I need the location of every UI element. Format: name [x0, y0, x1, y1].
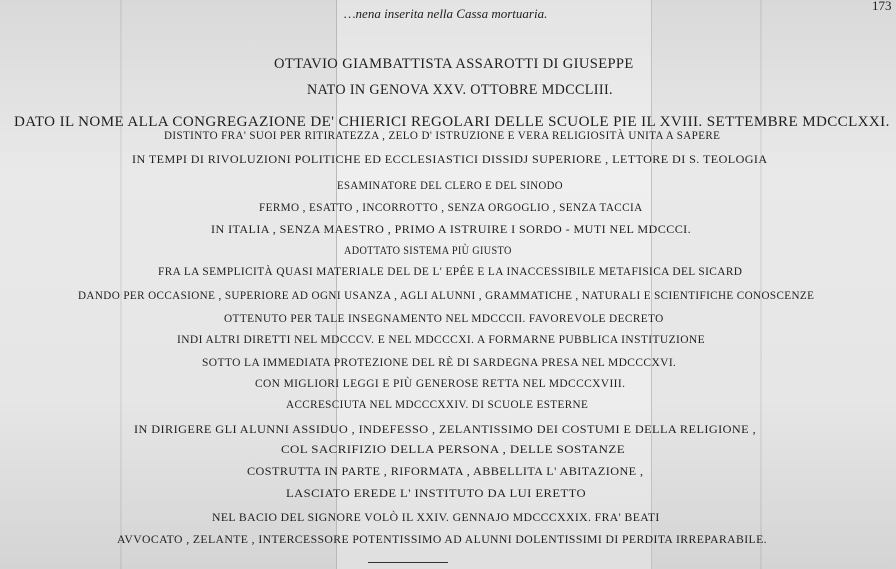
inscription-line: COL SACRIFIZIO DELLA PERSONA , DELLE SOSTANZE — [281, 444, 626, 456]
inscription-line: COSTRUTTA IN PARTE , RIFORMATA , ABBELLITA L' ABITAZIONE , — [247, 466, 644, 478]
inscription-line: LASCIATO EREDE L' INSTITUTO DA LUI ERETTO — [286, 488, 587, 500]
inscription-line: DISTINTO FRA' SUOI PER RITIRATEZZA , ZELO D' ISTRUZIONE E VERA RELIGIOSITÀ UNITA A SAPERE — [164, 130, 721, 142]
inscription-line: SOTTO LA IMMEDIATA PROTEZIONE DEL RÈ DI SARDEGNA PRESA NEL MDCCCXVI. — [202, 357, 677, 369]
paper-fold — [120, 0, 122, 569]
inscription-line: CON MIGLIORI LEGGI E PIÙ GENEROSE RETTA NEL MDCCCXVIII. — [255, 378, 626, 390]
inscription-line: OTTAVIO GIAMBATTISTA ASSAROTTI DI GIUSEPPE — [274, 56, 634, 72]
inscription-line: FRA LA SEMPLICITÀ QUASI MATERIALE DEL DE L' EPÉE E LA INACCESSIBILE METAFISICA DEL SICARD — [158, 266, 743, 278]
inscription-line: IN DIRIGERE GLI ALUNNI ASSIDUO , INDEFESSO , ZELANTISSIMO DEI COSTUMI E DELLA RELIGIONE , — [134, 424, 757, 436]
inscription-line: IN TEMPI DI RIVOLUZIONI POLITICHE ED ECCLESIASTICI DISSIDJ SUPERIORE , LETTORE DI S. TEOLOGIA — [132, 154, 768, 166]
page-number: 173 — [872, 0, 892, 13]
inscription-line: NATO IN GENOVA XXV. OTTOBRE MDCCLIII. — [307, 82, 613, 98]
inscription-line: OTTENUTO PER TALE INSEGNAMENTO NEL MDCCCII. FAVOREVOLE DECRETO — [224, 313, 664, 325]
inscription-line: IN ITALIA , SENZA MAESTRO , PRIMO A ISTRUIRE I SORDO - MUTI NEL MDCCCI. — [211, 224, 692, 236]
inscription-line: ADOTTATO SISTEMA PIÙ GIUSTO — [344, 245, 512, 257]
inscription-line: INDI ALTRI DIRETTI NEL MDCCCV. E NEL MDCCCXI. A FORMARNE PUBBLICA INSTITUZIONE — [177, 334, 706, 346]
inscription-line: ESAMINATORE DEL CLERO E DEL SINODO — [337, 180, 563, 192]
inscription-line: FERMO , ESATTO , INCORROTTO , SENZA ORGOGLIO , SENZA TACCIA — [259, 202, 643, 214]
inscription-line: AVVOCATO , ZELANTE , INTERCESSORE POTENTISSIMO AD ALUNNI DOLENTISSIMI DI PERDITA IRREPARABILE. — [117, 534, 767, 546]
inscription-line: DATO IL NOME ALLA CONGREGAZIONE DE' CHIERICI REGOLARI DELLE SCUOLE PIE IL XVIII. SETTEMBRE MDCCLXXI. — [14, 114, 890, 130]
closing-rule — [368, 562, 448, 563]
inscription-line: NEL BACIO DEL SIGNORE VOLÒ IL XXIV. GENNAJO MDCCCXXIX. FRA' BEATI — [212, 512, 660, 524]
inscription-line: ACCRESCIUTA NEL MDCCCXXIV. DI SCUOLE ESTERNE — [286, 399, 589, 411]
inscription-line: DANDO PER OCCASIONE , SUPERIORE AD OGNI USANZA , AGLI ALUNNI , GRAMMATICHE , NATURALI E SCIENTIFICHE CONOSCENZE — [78, 290, 815, 302]
page-header: …nena inserita nella Cassa mortuaria. — [344, 6, 548, 21]
paper-fold — [760, 0, 762, 569]
